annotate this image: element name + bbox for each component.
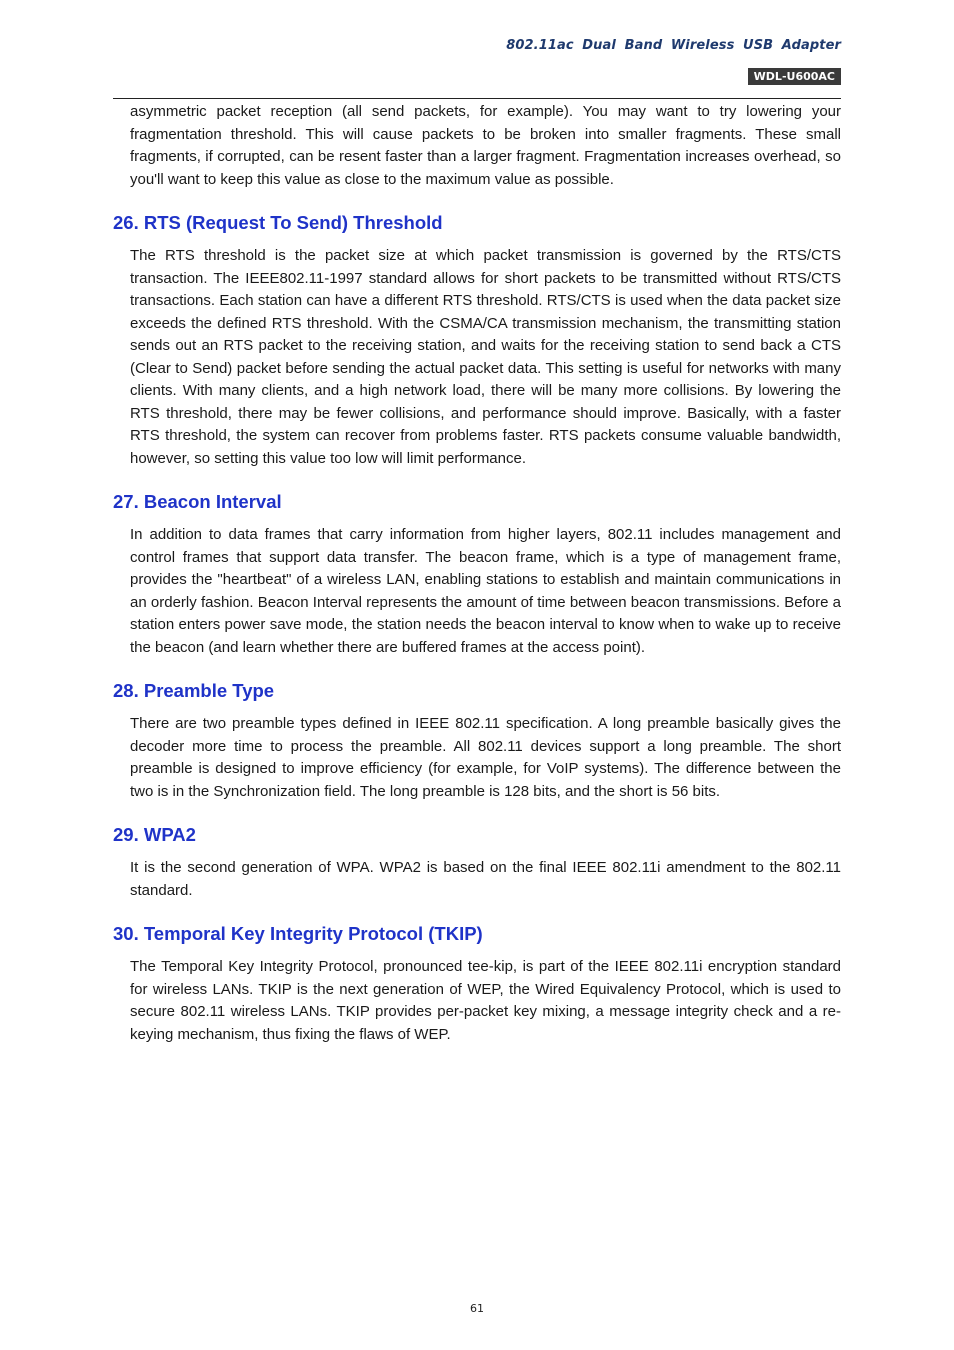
section-heading: 27. Beacon Interval <box>113 491 282 512</box>
section-heading: 28. Preamble Type <box>113 680 275 701</box>
section-tkip <box>113 922 841 1046</box>
section-body: The Temporal Key Integrity Protocol, pronounced tee-kip, is part of the IEEE 802.11i encryption standard for wireless LANs. TKIP is the next generation of WEP, the Wired Equivalency Protocol, which is used to secure 802.11 wireless LANs. TKIP provides per-packet key mixing, a message integrity check and a re-keying mechanism, thus fixing the flaws of WEP. <box>130 958 841 1043</box>
page-content <box>113 101 841 1046</box>
section-wpa2 <box>113 823 841 902</box>
section-body: It is the second generation of WPA. WPA2 is based on the final IEEE 802.11i amendment to the 802.11 standard. <box>130 859 841 899</box>
section-body: The RTS threshold is the packet size at which packet transmission is governed by the RTS/CTS transaction. The IEEE802.11-1997 standard allows for short packets to be transmitted without RTS/CTS transactions. Each station can have a different RTS threshold. RTS/CTS is used when the data packet size exceeds the defined RTS threshold. With the CSMA/CA transmission mechanism, the transmitting station sends out an RTS packet to the receiving station, and waits for the receiving station to send back a CTS (Clear to Send) packet before sending the actual packet data. This setting is useful for networks with many clients. With many clients, and a high network load, there will be many more collisions. By lowering the RTS threshold, there may be fewer collisions, and performance should improve. Basically, with a faster RTS threshold, the system can recover from problems faster. RTS packets consume valuable bandwidth, however, so setting this value too low will limit performance. <box>130 247 841 467</box>
section-rts-threshold <box>113 211 841 470</box>
section-beacon-interval <box>113 490 841 659</box>
header-divider <box>113 98 841 99</box>
section-body: There are two preamble types defined in IEEE 802.11 specification. A long preamble basically gives the decoder more time to process the preamble. All 802.11 devices support a long preamble. The short preamble is designed to improve efficiency (for example, for VoIP systems). The difference between the two is in the Synchronization field. The long preamble is 128 bits, and the short is 56 bits. <box>130 715 841 800</box>
page-number: 61 <box>470 1302 484 1315</box>
section-heading: 29. WPA2 <box>113 824 196 845</box>
section-heading: 30. Temporal Key Integrity Protocol (TKIP) <box>113 923 483 944</box>
section-body: In addition to data frames that carry information from higher layers, 802.11 includes management and control frames that support data transfer. The beacon frame, which is a type of management frame, provides the "heartbeat" of a wireless LAN, enabling stations to establish and maintain communications in an orderly fashion. Beacon Interval represents the amount of time between beacon transmissions. Before a station enters power save mode, the station needs the beacon interval to know when to wake up to receive the beacon (and learn whether there are buffered frames at the access point). <box>130 526 841 656</box>
section-heading: 26. RTS (Request To Send) Threshold <box>113 212 443 233</box>
model-badge: WDL-U600AC <box>748 68 841 85</box>
section-preamble-type <box>113 679 841 803</box>
intro-paragraph: asymmetric packet reception (all send packets, for example). You may want to try lowering your fragmentation threshold. This will cause packets to be broken into smaller fragments. These small fragments, if corrupted, can be resent faster than a larger fragment. Fragmentation increases overhead, so you'll want to keep this value as close to the maximum value as possible. <box>130 103 841 188</box>
document-title: 802.11ac Dual Band Wireless USB Adapter <box>506 38 841 53</box>
